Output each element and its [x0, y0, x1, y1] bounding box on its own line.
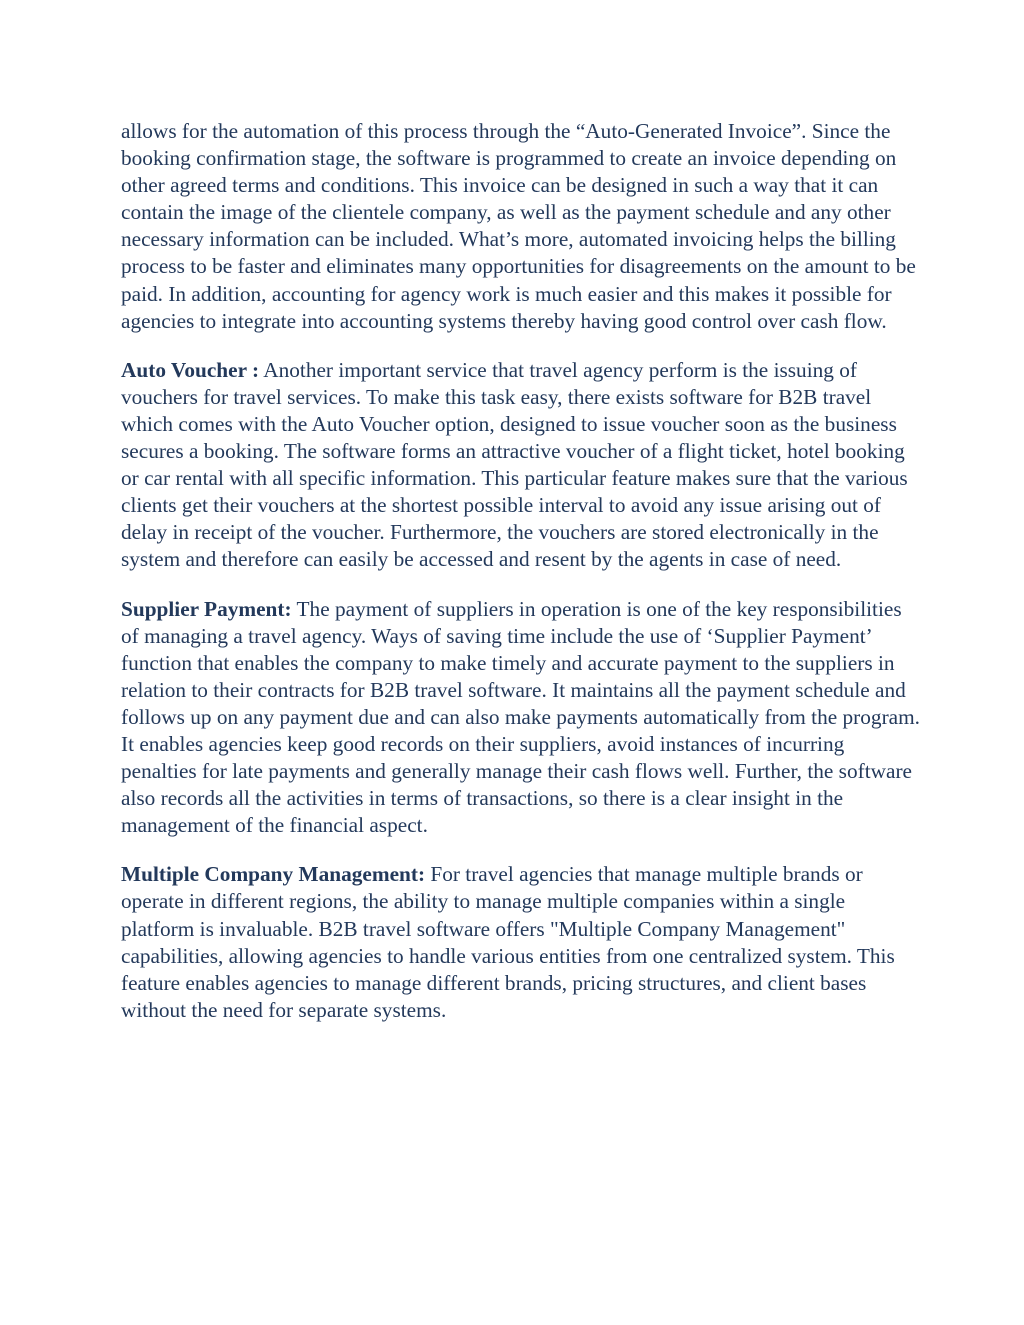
paragraph-auto-voucher	[121, 357, 921, 574]
section-heading-auto-voucher: Auto Voucher :	[121, 357, 260, 382]
paragraph-text: The payment of suppliers in operation is one of the key responsibilities of managing a travel agency. Ways of saving time include the use of ‘Supplier Payment’ function that enables the company to make timely and accurate payment to the suppliers in relation to their contracts for B2B travel software. It maintains all the payment schedule and follows up on any payment due and can also make payments automatically from the program. It enables agencies keep good records on their suppliers, avoid instances of incurring penalties for late payments and generally manage their cash flows well. Further, the software also records all the activities in terms of transactions, so there is a clear insight in the management of the financial aspect.	[121, 596, 920, 838]
paragraph-supplier-payment	[121, 596, 921, 840]
paragraph-text: Another important service that travel agency perform is the issuing of vouchers for travel services. To make this task easy, there exists software for B2B travel which comes with the Auto Voucher option, designed to issue voucher soon as the business secures a booking. The software forms an attractive voucher of a flight ticket, hotel booking or car rental with all specific information. This particular feature makes sure that the various clients get their vouchers at the shortest possible interval to avoid any issue arising out of delay in receipt of the voucher. Furthermore, the vouchers are stored electronically in the system and therefore can easily be accessed and resent by the agents in case of need.	[121, 357, 908, 572]
paragraph-multiple-company	[121, 861, 921, 1024]
paragraph-text: allows for the automation of this process through the “Auto-Generated Invoice”. Since the booking confirmation stage, the software is programmed to create an invoice depending on other agreed terms and conditions. This invoice can be designed in such a way that it can contain the image of the clientele company, as well as the payment schedule and any other necessary information can be included. What’s more, automated invoicing helps the billing process to be faster and eliminates many opportunities for disagreements on the amount to be paid. In addition, accounting for agency work is much easier and this makes it possible for agencies to integrate into accounting systems thereby having good control over cash flow.	[121, 119, 916, 333]
paragraph-auto-invoice	[121, 118, 921, 335]
paragraph-text: For travel agencies that manage multiple brands or operate in different regions, the ability to manage multiple companies within a single platform is invaluable. B2B travel software offers "Multiple Company Management" capabilities, allowing agencies to handle various entities from one centralized system. This feature enables agencies to manage different brands, pricing structures, and client bases without the need for separate systems.	[121, 862, 895, 1022]
section-heading-multiple-company: Multiple Company Management:	[121, 862, 426, 887]
section-heading-supplier-payment: Supplier Payment:	[121, 596, 292, 621]
document-page	[121, 118, 921, 1046]
